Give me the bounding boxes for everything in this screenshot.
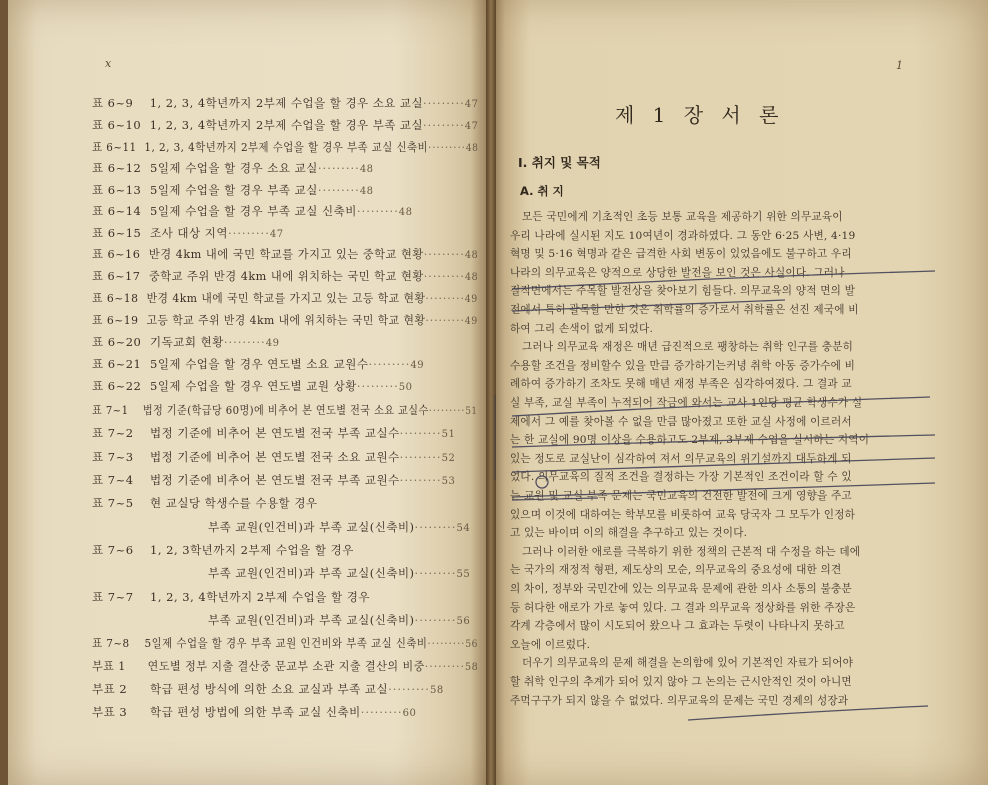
list-item — [92, 356, 424, 372]
table-number: 표 6~16 — [92, 247, 141, 261]
section-title: I. 취지 및 목적 — [518, 155, 601, 170]
page-reference: 47 — [464, 121, 479, 132]
table-title: 5일제 수업을 할 경우 연도별 교원 상황 — [150, 379, 357, 393]
list-item — [92, 139, 478, 155]
table-number: 표 7~3 — [92, 450, 134, 464]
table-number: 표 6~12 — [92, 161, 142, 175]
leader-dots: ········· — [360, 705, 403, 719]
leader-dots: ········· — [424, 659, 466, 673]
page-reference: 49 — [464, 316, 478, 327]
list-item — [92, 402, 477, 418]
text-line: 질적면에서는 주목할 발전상을 찾아보기 힘들다. 의무교육의 양적 면의 발 — [510, 285, 856, 298]
page-reference: 56 — [456, 616, 471, 627]
list-item — [92, 472, 455, 488]
table-number: 표 7~1 — [92, 403, 129, 417]
text-line: 실 부족, 교실 부족이 누적되어 작금에 와서는 교사 1인당 평균 학생수가 실 — [510, 397, 863, 409]
table-number: 표 6~20 — [92, 335, 142, 349]
leader-dots: ········· — [388, 682, 430, 696]
text-line: 제에서 그 예를 찾아볼 수 없을 만큼 많아졌고 또한 교실 사정에 이르러서 — [510, 415, 852, 428]
page-reference: 47 — [269, 229, 284, 240]
page-reference: 54 — [456, 523, 471, 534]
text-line: 례하여 증가하기 조차도 못해 매년 재정 부족은 심각하여졌다. 그 결과 교 — [510, 378, 852, 391]
list-item — [92, 268, 478, 284]
table-title: 부족 교원(인건비)과 부족 교실(신축비) — [208, 613, 415, 627]
leader-dots: ········· — [317, 183, 360, 197]
text-line: 전에서 특히 괄목할 만한 것은 취학률의 증가로서 취학률은 선진 제국에 비 — [510, 304, 859, 316]
leader-dots: ········· — [399, 426, 442, 440]
table-title: 부족 교원(인건비)과 부족 교실(신축비) — [208, 566, 415, 580]
page-reference: 48 — [465, 143, 479, 154]
text-line: 하여 그리 손색이 없게 되었다. — [510, 322, 654, 335]
leader-dots: ········· — [428, 140, 466, 154]
text-line: 주먹구구가 되지 않을 수 없었다. 의무교육의 문제는 국민 경제의 성장과 — [510, 694, 849, 707]
table-number: 표 7~6 — [92, 543, 134, 557]
list-item — [92, 519, 470, 535]
list-item — [92, 542, 354, 558]
table-title: 1, 2, 3, 4학년까지 2부제 수업을 할 경우 부족 교실 — [149, 118, 424, 132]
text-line: 그러나 이러한 애로를 극복하기 위한 정책의 근본적 대 수정을 하는 데에 — [522, 545, 861, 558]
table-number: 표 6~15 — [92, 226, 142, 240]
leader-dots: ········· — [368, 357, 411, 371]
list-item — [92, 290, 478, 306]
subsection-title: A. 취 지 — [520, 184, 564, 198]
leader-dots: ········· — [427, 636, 466, 650]
text-line: 등 허다한 애로가 가로 놓여 있다. 그 결과 의무교육 정상화를 위한 주장은 — [510, 601, 856, 614]
leader-dots: ········· — [423, 96, 465, 110]
page-reference: 49 — [464, 294, 478, 305]
text-line: 우리 나라에 실시된 지도 10여년이 경과하였다. 그 동안 6·25 사변, 4·19 — [510, 229, 856, 242]
page-reference: 56 — [465, 639, 478, 650]
table-number: 표 7~7 — [92, 590, 134, 604]
table-title: 학급 편성 방법에 의한 부족 교실 신축비 — [150, 705, 361, 719]
page-reference: 48 — [359, 164, 374, 175]
leader-dots: ········· — [399, 473, 442, 487]
list-item — [92, 378, 413, 394]
leader-dots: ········· — [399, 450, 442, 464]
right-page-number: 1 — [896, 59, 903, 72]
page-reference: 50 — [398, 382, 413, 393]
list-item — [92, 425, 455, 441]
table-title: 학급 편성 방식에 의한 소요 교실과 부족 교실 — [150, 682, 389, 696]
leader-dots: ········· — [414, 613, 457, 627]
page-reference: 47 — [464, 99, 479, 110]
table-title: 현 교실당 학생수를 수용할 경우 — [150, 496, 318, 510]
text-line: 혁명 및 5·16 혁명과 같은 급격한 사회 변동이 있었음에도 불구하고 우리 — [510, 248, 852, 261]
table-title: 법정 기준(학급당 60명)에 비추어 본 연도별 전국 소요 교실수 — [142, 403, 429, 417]
list-item — [92, 182, 374, 198]
leader-dots: ········· — [227, 226, 270, 240]
list-item — [92, 334, 279, 350]
list-item — [92, 246, 478, 262]
list-item — [92, 635, 478, 651]
list-item — [92, 565, 470, 581]
text-line: 는 한 교실에 90명 이상을 수용하고도 2부제, 3부제 수업을 실시하는 지역이 — [510, 434, 870, 447]
text-line: 나라의 의무교육은 양적으로 상당한 발전을 보인 것은 사실이다. 그러나 — [510, 266, 845, 279]
list-item — [92, 312, 478, 328]
leader-dots: ········· — [414, 566, 457, 580]
text-line: 각계 각층에서 많이 시도되어 왔으나 그 효과는 두렷이 나타나지 못하고 — [510, 620, 845, 633]
list-item — [92, 589, 370, 605]
table-number: 표 6~17 — [92, 269, 141, 283]
text-line: 모든 국민에게 기초적인 초등 보통 교육을 제공하기 위한 의무교육이 — [522, 211, 843, 223]
page-reference: 49 — [410, 360, 425, 371]
table-number: 표 6~10 — [92, 118, 142, 132]
list-item — [92, 704, 416, 720]
text-line: 오늘에 이르렀다. — [510, 638, 591, 651]
page-reference: 48 — [359, 186, 374, 197]
list-item — [92, 681, 444, 697]
table-number: 표 7~2 — [92, 426, 134, 440]
text-line: 고 있는 바이며 이의 해결을 추구하고 있는 것이다. — [510, 527, 748, 540]
table-title: 1, 2, 3학년까지 2부제 수업을 할 경우 — [150, 543, 354, 557]
table-number: 표 6~21 — [92, 357, 142, 371]
page-reference: 49 — [265, 338, 280, 349]
leader-dots: ········· — [414, 520, 457, 534]
table-title: 조사 대상 지역 — [150, 226, 228, 240]
table-title: 1, 2, 3, 4학년까지 2부제 수업을 할 경우 부족 교실 신축비 — [144, 140, 429, 154]
text-line: 는 교원 및 교실 부족 문제는 국민교육의 건전한 발전에 크게 영향을 주고 — [510, 490, 852, 502]
table-number: 표 6~13 — [92, 183, 142, 197]
list-item — [92, 658, 478, 674]
leader-dots: ········· — [425, 291, 465, 305]
text-line: 의 차이, 정부와 국민간에 있는 의무교육 문제에 관한 의사 소통의 불충분 — [510, 583, 852, 595]
table-title: 5일제 수업을 할 경우 부족 교원 인건비와 부족 교실 신축비 — [144, 636, 428, 650]
list-item — [92, 495, 318, 511]
text-line: 할 취학 인구의 추계가 되어 있지 않아 그 논의는 근시안적인 것이 아니면 — [510, 676, 852, 688]
text-line: 있으며 이것에 대하여는 학부모를 비롯하여 교육 당국자 그 모두가 인정하 — [510, 508, 856, 521]
table-title: 고등 학교 주위 반경 4km 내에 위치하는 국민 학교 현황 — [146, 313, 426, 327]
text-line: 었다. 의무교육의 질적 조건을 결정하는 가장 기본적인 조건이라 할 수 있 — [510, 471, 852, 484]
page-reference: 51 — [441, 429, 456, 440]
list-item — [92, 117, 478, 133]
page-reference: 53 — [441, 476, 456, 487]
table-number: 표 6~19 — [92, 313, 139, 327]
page-reference: 55 — [456, 569, 471, 580]
table-title: 반경 4km 내에 국민 학교를 가지고 있는 중학교 현황 — [148, 247, 424, 261]
page-reference: 48 — [464, 250, 479, 261]
table-title: 중학교 주위 반경 4km 내에 위치하는 국민 학교 현황 — [148, 269, 424, 283]
table-title: 기독교회 현황 — [150, 335, 224, 349]
table-title: 5일제 수업을 할 경우 부족 교실 신축비 — [150, 204, 357, 218]
table-number: 표 7~4 — [92, 473, 134, 487]
table-title: 5일제 수업을 할 경우 부족 교실 — [150, 183, 318, 197]
list-item — [92, 612, 470, 628]
table-number: 표 6~9 — [92, 96, 134, 110]
text-line: 그러나 의무교육 재정은 매년 급진적으로 팽창하는 취학 인구를 충분히 — [522, 341, 854, 354]
table-number: 표 6~11 — [92, 140, 137, 154]
page-reference: 52 — [441, 453, 456, 464]
table-number: 표 7~8 — [92, 636, 130, 650]
table-number: 표 7~5 — [92, 496, 134, 510]
text-line: 는 국가의 재정적 형편, 제도상의 모순, 의무교육의 중요성에 대한 의견 — [510, 564, 842, 577]
text-line: 있는 정도로 교실난이 심각하여 져서 의무교육의 위기설까지 대두하게 되 — [510, 452, 852, 465]
page-reference: 60 — [402, 708, 417, 719]
leader-dots: ········· — [356, 204, 399, 218]
table-title: 반경 4km 내에 국민 학교를 가지고 있는 고등 학교 현황 — [146, 291, 426, 305]
table-title: 부족 교원(인건비)과 부족 교실(신축비) — [208, 520, 415, 534]
table-title: 5일제 수업을 할 경우 소요 교실 — [150, 161, 318, 175]
table-title: 법정 기준에 비추어 본 연도별 전국 부족 교실수 — [150, 426, 400, 440]
text-line: 더우기 의무교육의 문제 해결을 논의함에 있어 기본적인 자료가 되어야 — [522, 657, 854, 670]
leader-dots: ········· — [423, 247, 465, 261]
table-title: 법정 기준에 비추어 본 연도별 전국 부족 교원수 — [150, 473, 400, 487]
leader-dots: ········· — [423, 269, 465, 283]
table-title: 연도별 정부 지출 결산중 문교부 소관 지출 결산의 비중 — [147, 659, 425, 673]
table-title: 1, 2, 3, 4학년까지 2부제 수업을 할 경우 — [150, 590, 370, 604]
table-number: 표 6~22 — [92, 379, 142, 393]
left-page-number: x — [105, 57, 112, 70]
list-item — [92, 95, 478, 111]
leader-dots: ········· — [223, 335, 266, 349]
table-number: 표 6~14 — [92, 204, 142, 218]
page-reference: 58 — [465, 662, 479, 673]
table-title: 5일제 수업을 할 경우 연도별 소요 교원수 — [150, 357, 369, 371]
leader-dots: ········· — [425, 313, 465, 327]
list-item — [92, 160, 374, 176]
leader-dots: ········· — [356, 379, 399, 393]
table-number: 부표 2 — [92, 682, 128, 696]
table-number: 표 6~18 — [92, 291, 139, 305]
page-reference: 48 — [464, 272, 479, 283]
leader-dots: ········· — [428, 403, 466, 417]
list-item — [92, 449, 455, 465]
table-title: 법정 기준에 비추어 본 연도별 전국 소요 교원수 — [150, 450, 400, 464]
page-reference: 48 — [398, 207, 413, 218]
leader-dots: ········· — [423, 118, 465, 132]
text-line: 수용할 조건을 정비할수 있을 만큼 증가하기는커녕 취학 아동 증가수에 비 — [510, 359, 856, 372]
list-item — [92, 225, 284, 241]
page-reference: 58 — [429, 685, 444, 696]
list-item — [92, 203, 413, 219]
table-title: 1, 2, 3, 4학년까지 2부제 수업을 할 경우 소요 교실 — [149, 96, 424, 110]
chapter-title: 제 1 장 서 론 — [615, 103, 785, 127]
table-number: 부표 1 — [92, 659, 126, 673]
leader-dots: ········· — [317, 161, 360, 175]
table-number: 부표 3 — [92, 705, 128, 719]
page-reference: 51 — [465, 406, 478, 417]
